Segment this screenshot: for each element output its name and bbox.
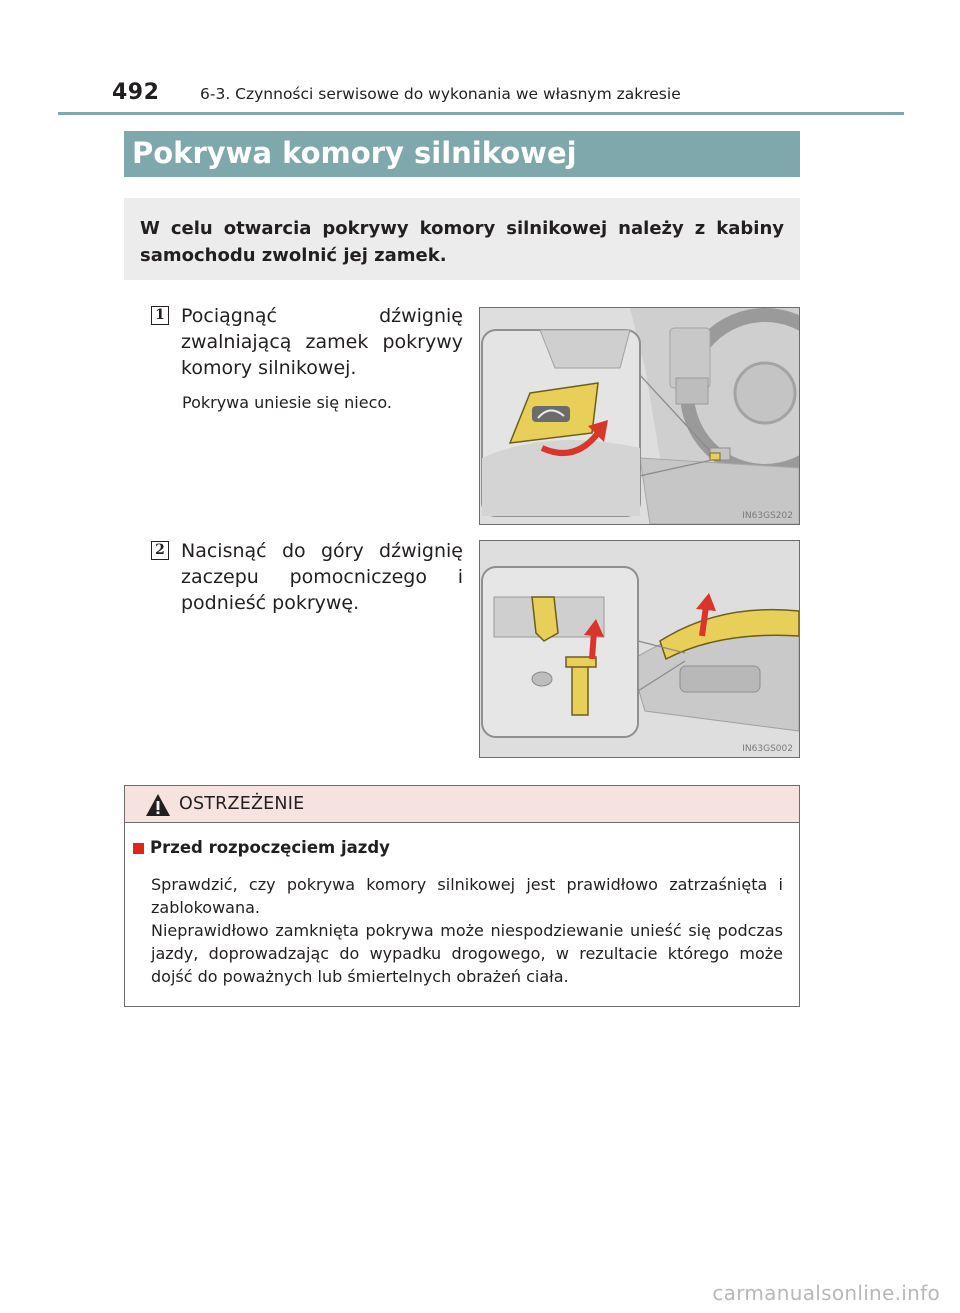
page-number: 492 [112,80,160,105]
section-reference: 6-3. Czynności serwisowe do wykonania we własnym zakresie [200,85,681,103]
warning-header [125,786,799,823]
step-1-text: Pociągnąć dźwignię zwalniającą zamek pokrywy komory silnikowej. [181,305,463,379]
release-lever-illustration [479,307,800,525]
step-number-1: 1 [151,306,169,325]
figure-2-code: IN63GS002 [742,744,793,754]
header-rule [58,112,904,115]
watermark: carmanualsonline.info [712,1281,940,1305]
step-2-text: Nacisnąć do góry dźwignię zaczepu pomocniczego i podnieść pokrywę. [181,540,463,614]
warning-subheading: Przed rozpoczęciem jazdy [150,838,390,857]
step-1-note: Pokrywa uniesie się nieco. [182,393,392,412]
figure-1-code: IN63GS202 [742,511,793,521]
warning-paragraph-2: Nieprawidłowo zamknięta pokrywa może niespodziewanie unieść się podczas jazdy, doprowadzając do wypadku drogowego, w rezultacie którego może dojść do poważnych lub śmiertelnych obrażeń ciała. [151,921,783,986]
warning-label: OSTRZEŻENIE [179,794,305,814]
auxiliary-catch-drawing [480,541,799,757]
release-lever-drawing [480,308,799,524]
warning-bullet [133,843,144,854]
title-bar [124,131,800,177]
warning-triangle-icon [145,793,171,817]
step-number-2: 2 [151,541,169,560]
auxiliary-catch-illustration [479,540,800,758]
warning-box [124,785,800,1007]
warning-paragraph-1: Sprawdzić, czy pokrywa komory silnikowej jest prawidłowo zatrzaśnięta i zablokowana. [151,875,783,917]
warning-body [151,873,783,988]
page-title: Pokrywa komory silnikowej [132,136,577,170]
intro-box: W celu otwarcia pokrywy komory silnikowej należy z kabiny samochodu zwolnić jej zamek. [124,198,800,280]
